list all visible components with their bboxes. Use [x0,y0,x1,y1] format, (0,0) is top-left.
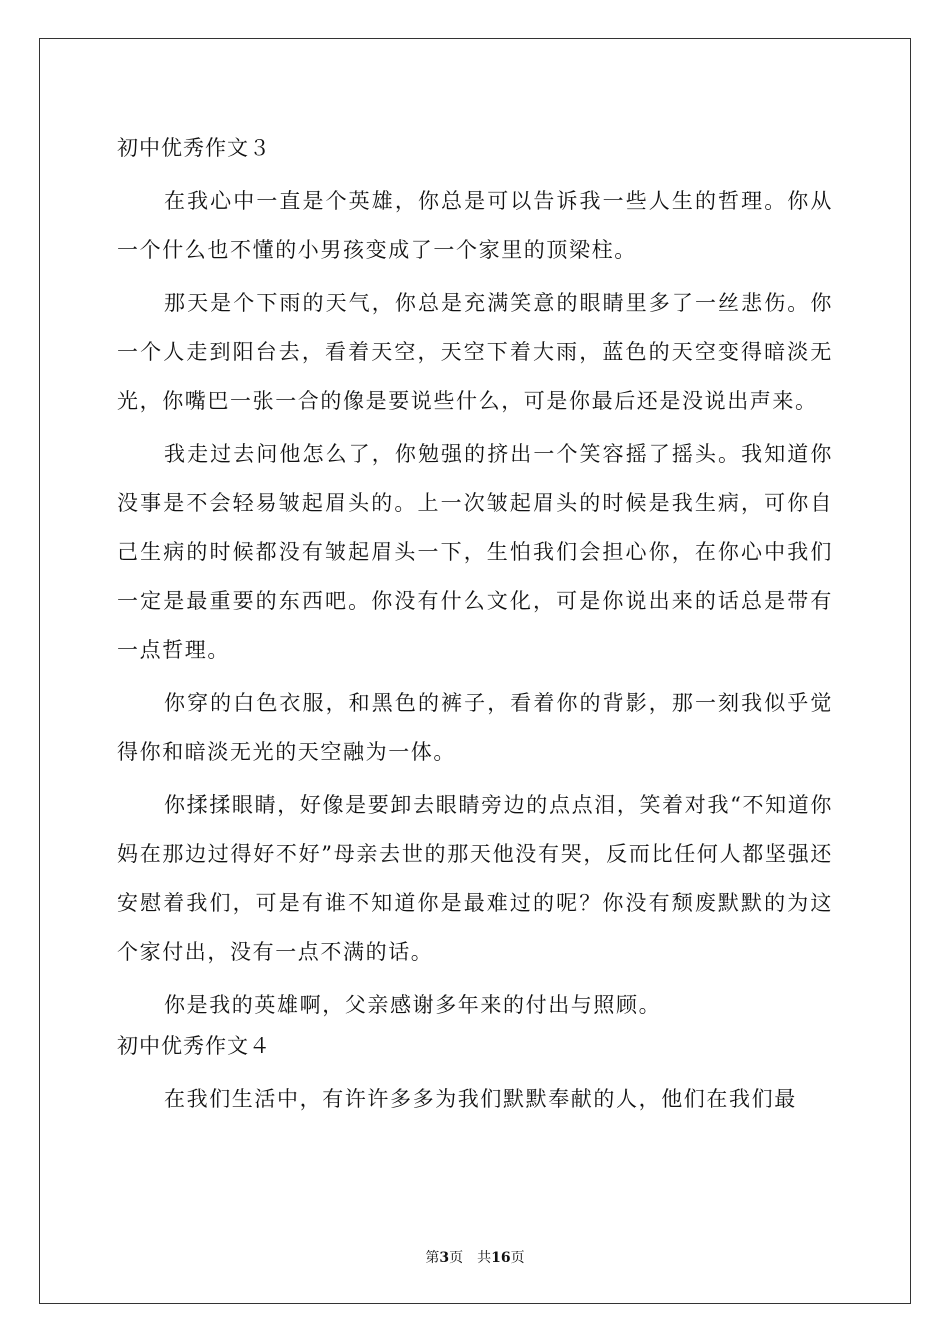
section-heading: 初中优秀作文４ [117,1034,271,1058]
paragraph: 你揉揉眼睛，好像是要卸去眼睛旁边的点点泪，笑着对我“不知道你妈在那边过得好不好”母亲去世的那天他没有哭，反而比任何人都坚强还安慰着我们，可是有谁不知道你是最难过的呢？你没有颓废默默的为这个家付出，没有一点不满的话。 [117,793,833,964]
document-body [117,128,833,1124]
footer-middle: 页 共 [449,1250,492,1266]
paragraph: 你是我的英雄啊，父亲感谢多年来的付出与照顾。 [164,993,662,1017]
total-pages-number: 16 [491,1250,511,1266]
current-page-number: 3 [439,1250,450,1266]
paragraph: 那天是个下雨的天气，你总是充满笑意的眼睛里多了一丝悲伤。你一个人走到阳台去，看着天空，天空下着大雨，蓝色的天空变得暗淡无光，你嘴巴一张一合的像是要说些什么，可是你最后还是没说出声来。 [117,291,833,413]
paragraph: 在我们生活中，有许许多多为我们默默奉献的人，他们在我们最 [164,1087,797,1111]
page-footer [0,1248,950,1268]
section-heading: 初中优秀作文３ [117,136,271,160]
paragraph: 你穿的白色衣服，和黑色的裤子，看着你的背影，那一刻我似乎觉得你和暗淡无光的天空融为一体。 [117,691,833,764]
footer-suffix: 页 [510,1250,525,1266]
paragraph: 我走过去问他怎么了，你勉强的挤出一个笑容摇了摇头。我知道你没事是不会轻易皱起眉头的。上一次皱起眉头的时候是我生病，可你自己生病的时候都没有皱起眉头一下，生怕我们会担心你，在你心中我们一定是最重要的东西吧。你没有什么文化，可是你说出来的话总是带有一点哲理。 [117,442,833,662]
paragraph: 在我心中一直是个英雄，你总是可以告诉我一些人生的哲理。你从一个什么也不懂的小男孩变成了一个家里的顶梁柱。 [117,189,833,262]
footer-prefix: 第 [425,1250,440,1266]
